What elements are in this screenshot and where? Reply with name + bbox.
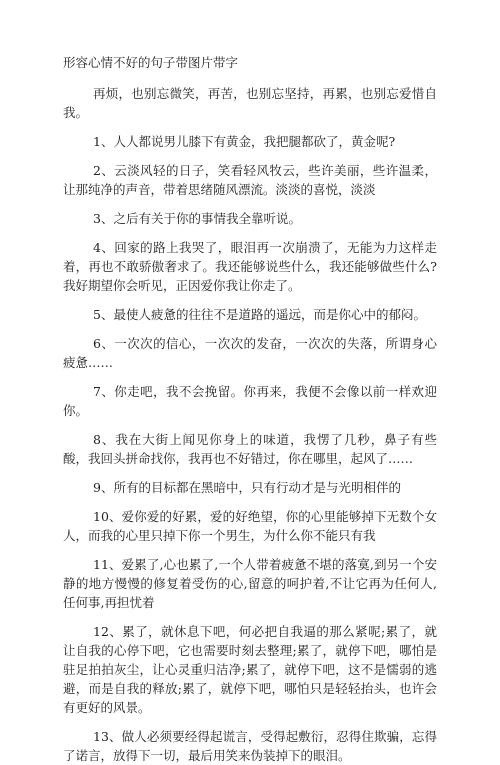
paragraph-2: 2、云淡风轻的日子，笑看轻风牧云，些许美丽，些许温柔，让那纯净的声音，带着思绪随风漂流。淡淡的喜悦，淡淡 bbox=[63, 163, 437, 197]
paragraph-intro: 再烦，也别忘微笑，再苦，也别忘坚持，再累，也别忘爱惜自我。 bbox=[63, 86, 437, 120]
document-title: 形容心情不好的句子带图片带字 bbox=[63, 55, 239, 70]
paragraph-8: 8、我在大街上闻见你身上的味道，我愣了几秒，鼻子有些酸，我回头拼命找你，我再也不好错过，你在哪里，起风了…… bbox=[63, 432, 437, 466]
paragraph-1: 1、人人都说男儿膝下有黄金，我把腿都砍了，黄金呢? bbox=[93, 134, 396, 149]
paragraph-10: 10、爱你爱的好累，爱的好绝望，你的心里能够掉下无数个女人，而我的心里只掉下你一个男生，为什么你不能只有我 bbox=[63, 509, 437, 543]
paragraph-6: 6、一次次的信心，一次次的发奋，一次次的失落，所谓身心疲惫…… bbox=[63, 336, 437, 370]
paragraph-5: 5、最使人疲惫的往往不是道路的遥远，而是你心中的郁闷。 bbox=[93, 307, 426, 322]
paragraph-4: 4、回家的路上我哭了，眼泪再一次崩溃了，无能为力这样走着，再也不敢骄傲奢求了。我还能够说些什么，我还能够做些什么?我好期望你会听见，正因爱你我让你走了。 bbox=[63, 240, 437, 293]
paragraph-12: 12、累了，就休息下吧，何必把自我逼的那么紧呢;累了，就让自我的心停下吧，它也需要时刻去整理;累了，就停下吧，哪怕是驻足拍拍灰尘，让心灵重归洁净;累了，就停下吧，这不是懦弱的逃避，而是自我的释放;累了，就停下吧，哪怕只是轻轻抬头，也许会有更好的风景。 bbox=[63, 624, 437, 715]
paragraph-7: 7、你走吧，我不会挽留。你再来，我便不会像以前一样欢迎你。 bbox=[63, 384, 437, 418]
paragraph-3: 3、之后有关于你的事情我全靠听说。 bbox=[93, 211, 301, 226]
paragraph-13: 13、做人必须要经得起谎言，受得起敷衍，忍得住欺骗，忘得了诺言，放得下一切，最后用笑来伪装掉下的眼泪。 bbox=[63, 729, 437, 763]
paragraph-9: 9、所有的目标都在黑暗中，只有行动才是与光明相伴的 bbox=[93, 480, 401, 495]
paragraph-11: 11、爱累了,心也累了,一个人带着疲惫不堪的落寞,到另一个安静的地方慢慢的修复着受伤的心,留意的呵护着,不让它再为任何人,任何事,再担忧着 bbox=[63, 557, 437, 610]
